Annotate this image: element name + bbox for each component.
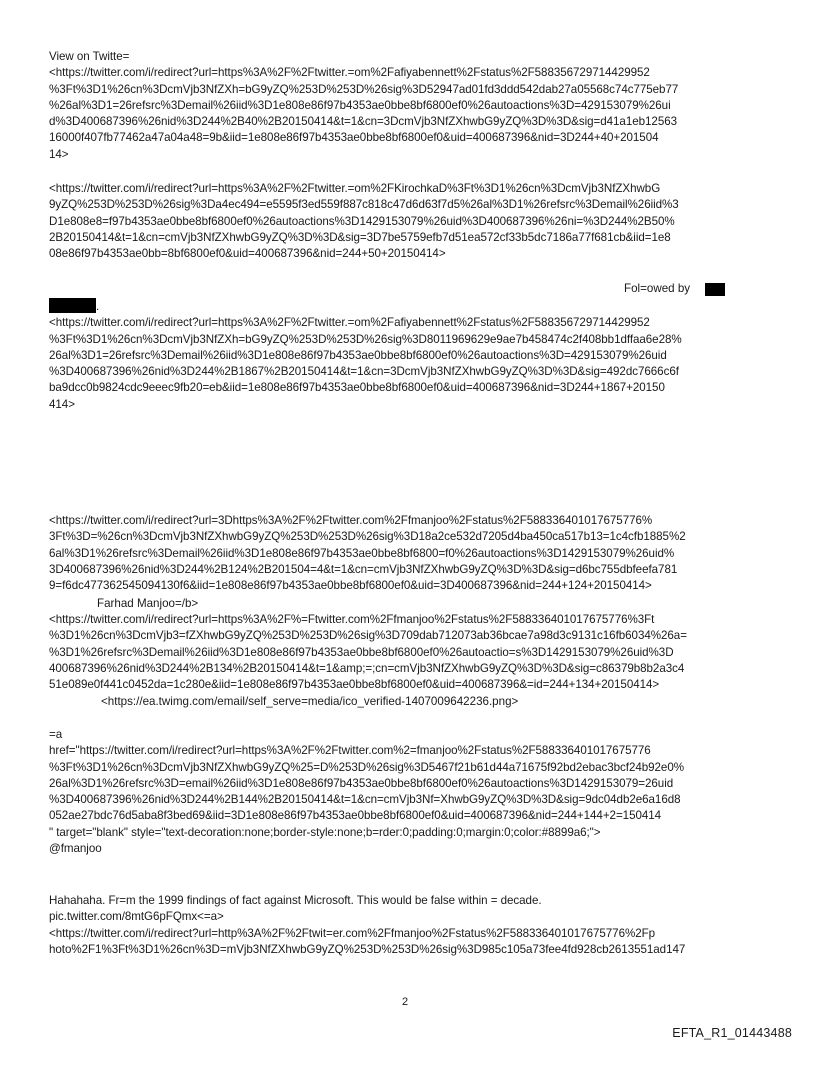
bates-number: EFTA_R1_01443488	[672, 1026, 792, 1040]
text-block-fmanjoo-link-2: <https://twitter.com/i/redirect?url=https%3A%2F%=Ftwitter.com%2Ffmanjoo%2Fstatus%2F588336401017675776%3Ft %3D1%26cn%3DcmVjb3=fZXhwbG9yZQ%253D%253D%26sig%3D709dab712073ab36bcae7a98d3c9131c16fb6034%26a= %3D1%26refsrc%3Demail%26iid%3D1e808e86f97b4353ae0bbe8bf6800ef0%26autoactio=s%3D1429153079%26uid%3D 400687396%26nid%3D244%2B134%2B20150414&t=1&amp;=;cn=cmVjb3NfZXhwbG9yZQ%3D%3D&sig=c86379b8b2a3c4 51e089e0f441c0452da=1c280e&iid=1e808e86f97b4353ae0bbe8bf6800ef0&uid=400687396&=id=244+134+20150414>	[49, 613, 687, 692]
text-block-href-anchor: =a href="https://twitter.com/i/redirect?url=https%3A%2F%2Ftwitter.com%2=fmanjoo%2Fstatus%2F588336401017675776 %3Ft%3D1%26cn%3DcmVjb3NfZXhwbG9yZQ%25=D%253D%26sig%3D5467f21b61d44a71675f92bd2ebac3bcf24b92e0% 26al%3D1%26refsrc%3D=email%26iid%3D1e808e86f97b4353ae0bbe8bf6800ef0%26autoactions%3D1429153079=26uid %3D400687396%26nid%3D244%2B144%2B20150414&t=1&cn=cmVjb3Nf=XhwbG9yZQ%3D%3D&sig=9dc04db2e6a16d8 052ae27bdc76d5aba8f3bed69&iid=3D1e808e86f97b4353ae0bbe8bf6800ef0&uid=400687396&nid=244+144+2=150414 " target="blank" style="text-decoration:none;border-style:none;b=rder:0;padding:0;margin:0;color:#8899a6;"> @fmanjoo	[49, 728, 684, 856]
author-name: Farhad Manjoo=/b>	[97, 597, 199, 610]
followed-by-label: Fol=owed by	[624, 282, 691, 295]
page-number: 2	[402, 996, 409, 1008]
verified-icon-link: <https://ea.twimg.com/email/self_serve=media/ico_verified-1407009642236.png>	[101, 695, 519, 708]
text-block-kirochkad-link: <https://twitter.com/i/redirect?url=https%3A%2F%2Ftwitter.=om%2FKirochkaD%3Ft%3D1%26cn%3DcmVjb3NfZXhwbG 9yZQ%253D%253D%26sig%3Da4ec494=e5595f3ed559f887c818c47d6d63f7d5%26al%3D1%26refsrc%3Demail%26iid%3 D1e808e8=f97b4353ae0bbe8bf6800ef0%26autoactions%3D1429153079%26uid%3D400687396%26ni=%3D244%2B50% 2B20150414&t=1&cn=cmVjb3NfZXhwbG9yZQ%3D%3D&sig=3D7be5759efb7d51ea572cf33b5dc7186a77f681cb&iid=1e8 08e86f97b4353ae0bb=8bf6800ef0&uid=400687396&nid=244+50+20150414>	[49, 182, 679, 261]
text-block-tweet-body: Hahahaha. Fr=m the 1999 findings of fact against Microsoft. This would be false within = decade. pic.twitter.com/8mtG6pFQmx<=a> <https://twitter.com/i/redirect?url=http%3A%2F%2Ftwit=er.com%2Ffmanjoo%2Fstatus%2F588336401017675776%2Fp hoto%2F1%3Ft%3D1%26cn%3D=mVjb3NfZXhwbG9yZQ%253D%253D%26sig%3D985c105a73fee4fd928cb2613551ad147	[49, 894, 686, 956]
text-block-followed-link: . <https://twitter.com/i/redirect?url=https%3A%2F%2Ftwitter.=om%2Fafiyabennett%2Fstatus%2F588356729714429952 %3Ft%3D1%26cn%3DcmVjb3NfZXh=bG9yZQ%253D%253D%26sig%3D8011969629e9ae7b458474c2f408bb1dffaa6e28% 26al%3D1=26refsrc%3Demail%26iid%3D1e808e86f97b4353ae0bbe8bf6800ef0%26autoactions%3D=429153079%26uid %3D400687396%26nid%3D244%2B1867%2B20150414&t=1&cn=3DcmVjb3NfZXhwbG9yZQ%3D%3D&sig=492dc7666c6f ba9dcc0b9824cdc9eeec9fb20=eb&iid=1e808e86f97b4353ae0bbe8bf6800ef0&uid=400687396&nid=3D244+1867+20150 414>	[49, 300, 682, 411]
text-block-view-on-twitter: View on Twitte= <https://twitter.com/i/redirect?url=https%3A%2F%2Ftwitter.=om%2Fafiyabennett%2Fstatus%2F588356729714429952 %3Ft%3D1%26cn%3DcmVjb3NfZXh=bG9yZQ%253D%253D%26sig%3D52947ad01fd3ddd542dab27a05568c74c775eb77 %26al%3D1=26refsrc%3Demail%26iid%3D1e808e86f97b4353ae0bbe8bf6800ef0%26autoactions%3D=429153079%26ui d%3D400687396%26nid%3D244%2B40%2B20150414&t=1&cn=3DcmVjb3NfZXhwbG9yZQ%3D%3D&sig=d41a1eb12563 16000f407fb77462a47a04a48=9b&iid=1e808e86f97b4353ae0bbe8bf6800ef0&uid=400687396&nid=3D244+40+201504 14>	[49, 50, 679, 161]
text-block-fmanjoo-link-1: <https://twitter.com/i/redirect?url=3Dhttps%3A%2F%2Ftwitter.com%2Ffmanjoo%2Fstatus%2F588336401017675776% 3Ft%3D=%26cn%3DcmVjb3NfZXhwbG9yZQ%253D%253D%26sig%3D18a2ce532d7205d4ba450ca517b13=1c4cfb1885%2 6al%3D1%26refsrc%3Demail%26iid%3D1e808e86f97b4353ae0bbe8bf6800=f0%26autoactions%3D1429153079%26uid% 3D400687396%26nid%3D244%2B124%2B201504=4&t=1&cn=cmVjb3NfZXhwbG9yZQ%3D%3D&sig=d6bc755dbfeefa781 9=f6dc477362545094130f6&iid=1e808e86f97b4353ae0bbe8bf6800ef0&uid=3D400687396&nid=244+124+20150414>	[49, 514, 686, 593]
redaction-box	[705, 283, 725, 296]
